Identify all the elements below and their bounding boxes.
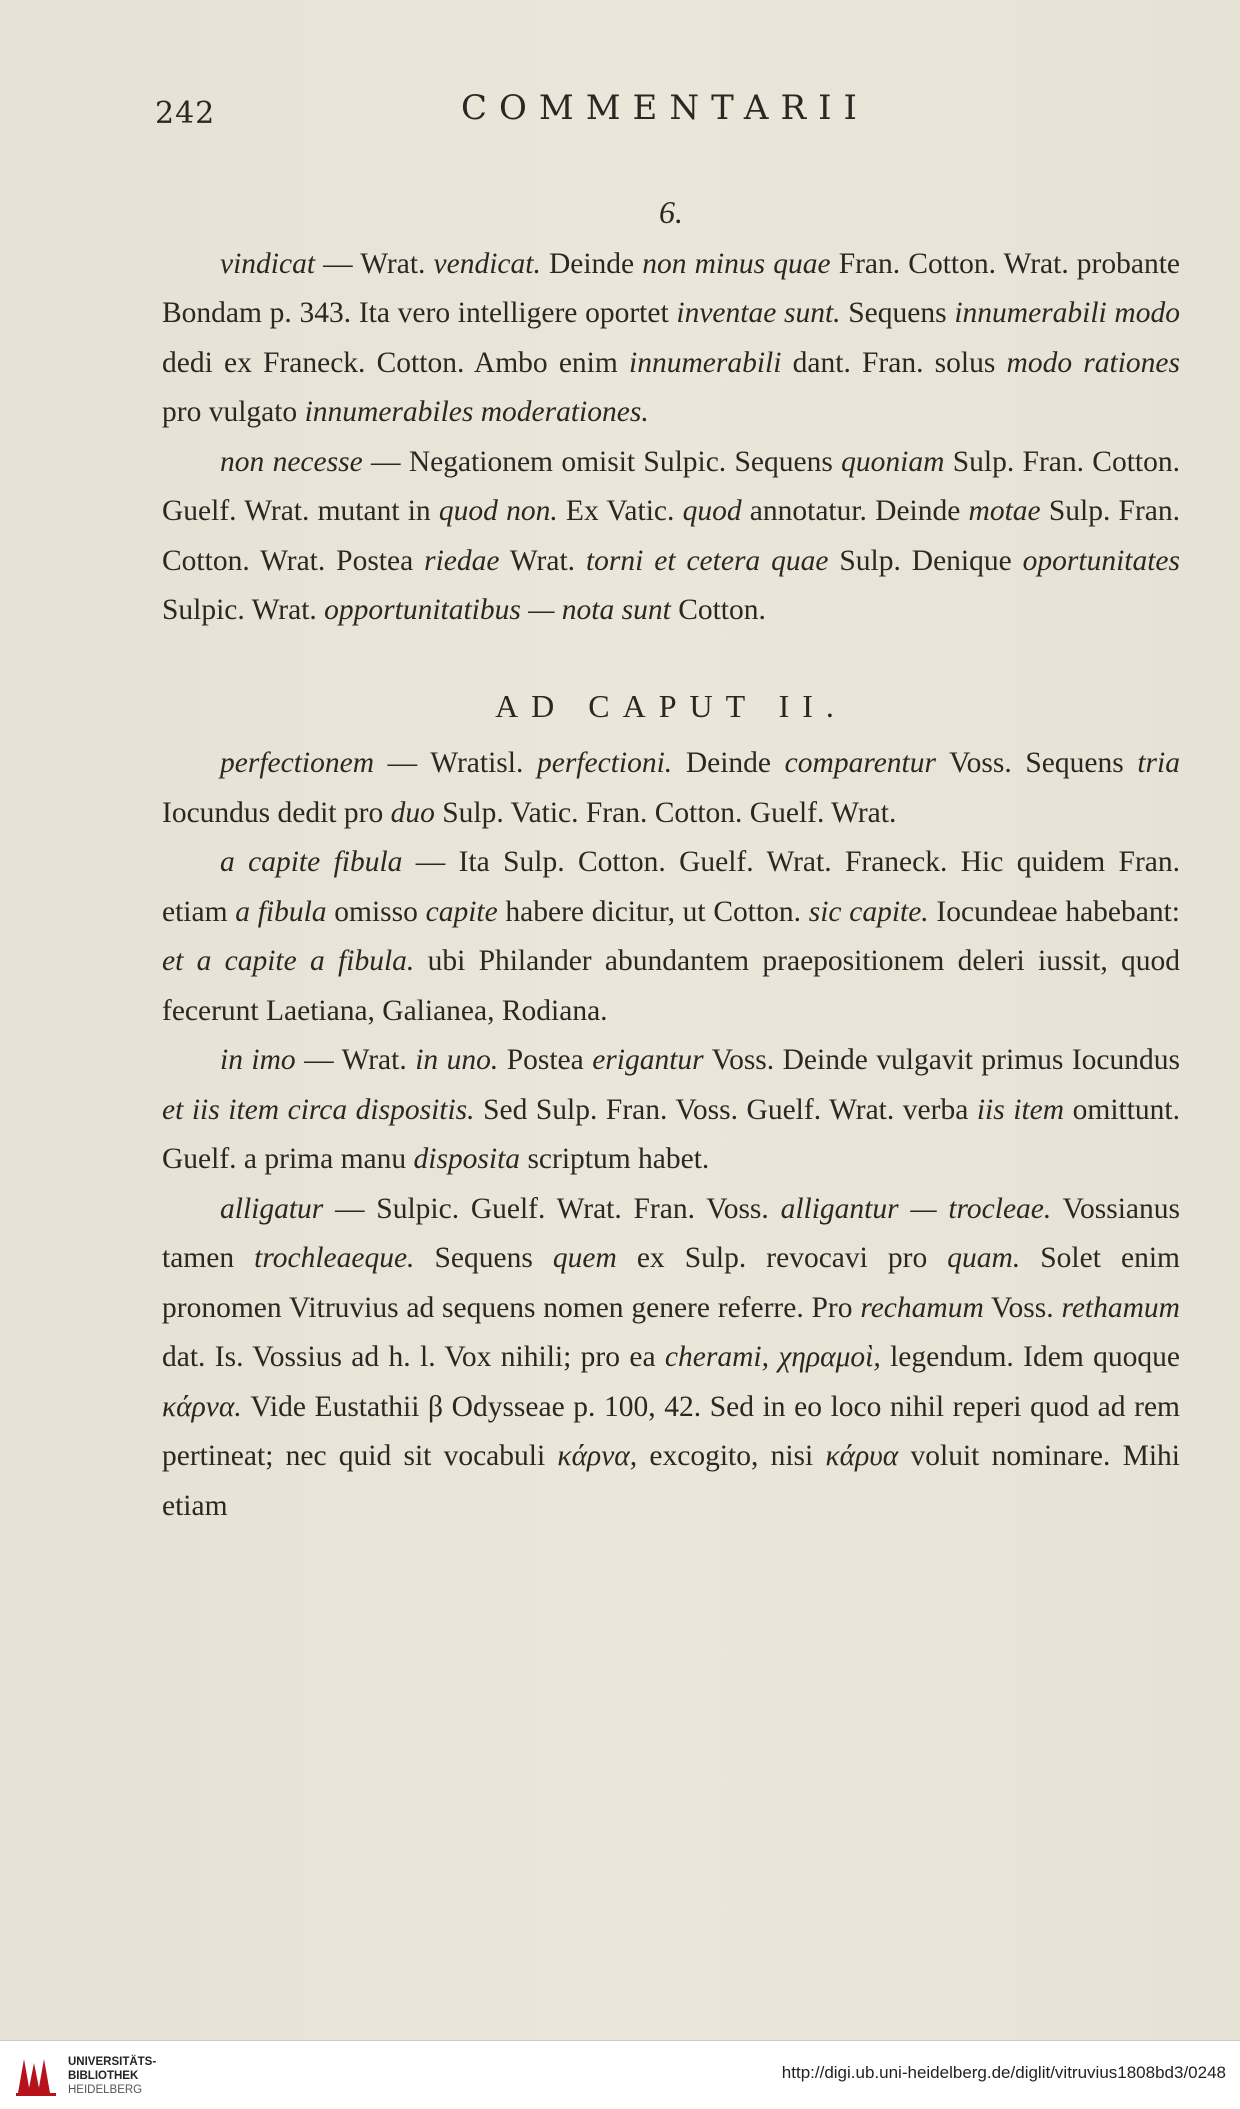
italic-term: innumerabili [629,346,782,379]
italic-term: κάρνα. [162,1390,242,1423]
italic-term: et a capite a fibula. [162,945,415,977]
italic-term: rethamum [1061,1291,1180,1324]
italic-term: trochleaeque. [254,1242,415,1274]
italic-term: in uno. [415,1044,499,1076]
italic-term: comparentur [784,747,936,779]
italic-term: modo rationes [1006,346,1180,379]
italic-term: in imo [220,1044,296,1076]
paragraph-vindicat: vindicat — Wrat. vendicat. Deinde non minus quae Fran. Cotton. Wrat. probante Bondam p. 343. Ita vero intelligere oportet inventae sunt. Sequens innumerabili modo dedi ex Franeck. Cotton. Ambo enim innumerabili dant. Fran. solus modo rationes pro vulgato innumerabiles moderationes. [162,247,1181,428]
italic-term: innumerabili modo [954,297,1180,329]
italic-term: torni et cetera quae [585,544,829,577]
chapter-heading: AD CAPUT II. [495,687,847,724]
paragraph-perfectionem: perfectionem — Wratisl. perfectioni. Deinde comparentur Voss. Sequens tria Iocundus dedit pro duo Sulp. Vatic. Fran. Cotton. Guelf. Wrat. [162,747,1180,829]
page-number: 242 [155,96,216,131]
italic-term: motae [968,495,1041,527]
library-name: UNIVERSITÄTS- BIBLIOTHEK HEIDELBERG [68,2056,157,2096]
paragraph-alligatur: alligatur — Sulpic. Guelf. Wrat. Fran. Voss. alligantur — trocleae. Vossianus tamen trochleaeque. Sequens quem ex Sulp. revocavi pro quam. Solet enim pronomen Vitruvius ad sequens nomen genere referre. Pro rechamum Voss. rethamum dat. Is. Vossius ad h. l. Vox nihili; pro ea cherami, χηραμοὶ, legendum. Idem quoque κάρνα. Vide Eustathii β Odysseae p. 100, 42. Sed in eo loco nihil reperi quod ad rem pertineat; nec quid sit vocabuli κάρνα, excogito, nisi κάρυα voluit nominare. Mihi etiam [162,1192,1180,1522]
italic-term: innumerabiles moderationes. [304,396,649,428]
italic-term: disposita [413,1143,521,1175]
italic-term: quoniam [841,445,945,478]
page-body [162,188,1180,1531]
italic-term: non minus quae [642,247,831,280]
italic-term: oportunitates [1022,544,1180,577]
italic-term: vendicat. [433,247,541,280]
italic-term: a capite fibula [220,846,403,878]
italic-term: perfectioni. [536,747,673,779]
italic-term: non necesse [220,445,363,478]
italic-term: perfectionem [220,747,374,779]
italic-term: vindicat [220,247,316,280]
italic-term: a fibula [235,895,327,928]
italic-term: alligatur [220,1192,324,1225]
footer-bar [0,2040,1240,2109]
italic-term: χηραμοὶ, [778,1341,881,1373]
italic-term: quod [682,495,742,527]
italic-term: sic capite. [808,895,929,928]
italic-term: cherami, [664,1341,769,1373]
paragraph-non-necesse: non necesse — Negationem omisit Sulpic. Sequens quoniam Sulp. Fran. Cotton. Guelf. Wrat. mutant in quod non. Ex Vatic. quod annotatur. Deinde motae Sulp. Fran. Cotton. Wrat. Postea riedae Wrat. torni et cetera quae Sulp. Denique oportunitates Sulpic. Wrat. opportunitatibus — nota sunt Cotton. [162,445,1181,626]
italic-term: erigantur [592,1044,704,1076]
italic-term: iis item [976,1093,1065,1126]
italic-term: alligantur — trocleae. [780,1192,1052,1225]
paragraph-a-capite-fibula: a capite fibula — Ita Sulp. Cotton. Guelf. Wrat. Franeck. Hic quidem Fran. etiam a fibula omisso capite habere dicitur, ut Cotton. sic capite. Iocundeae habebant: et a capite a fibula. ubi Philander abundantem praepositionem deleri iussit, quod fecerunt Laetiana, Galianea, Rodiana. [162,846,1181,1027]
italic-term: et iis item circa dispositis. [162,1093,475,1126]
italic-term: κάρυα [825,1440,899,1472]
italic-term: inventae sunt. [676,297,841,329]
italic-term: κάρνα, [557,1440,638,1472]
italic-term: tria [1137,747,1180,779]
permalink-url[interactable]: http://digi.ub.uni-heidelberg.de/diglit/vitruvius1808bd3/0248 [781,2063,1226,2082]
italic-term: rechamum [860,1291,984,1324]
italic-term: quam. [947,1242,1021,1274]
paragraph-in-imo: in imo — Wrat. in uno. Postea erigantur Voss. Deinde vulgavit primus Iocundus et iis item circa dispositis. Sed Sulp. Fran. Voss. Guelf. Wrat. verba iis item omittunt. Guelf. a prima manu disposita scriptum habet. [162,1044,1180,1175]
page-header [155,88,1175,138]
italic-term: quod non. [438,495,558,527]
running-head: COMMENTARII [461,88,869,128]
italic-term: opportunitatibus — nota sunt [324,594,671,626]
section-number: 6. [659,194,683,230]
italic-term: quem [552,1242,617,1274]
italic-term: capite [425,895,498,928]
italic-term: duo [390,796,435,829]
italic-term: riedae [424,544,500,577]
university-library-logo-icon [14,2053,58,2097]
